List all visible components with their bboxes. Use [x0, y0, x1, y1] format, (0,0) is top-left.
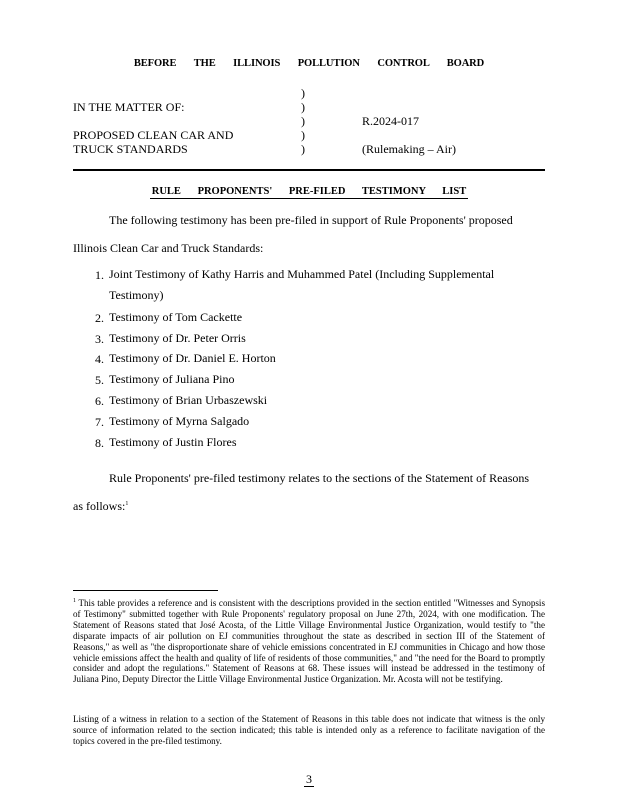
paren: ): [301, 86, 305, 100]
intro-line-1: The following testimony has been pre-filed in support of Rule Proponents' proposed: [109, 213, 513, 227]
paren: ): [301, 114, 305, 128]
intro-line-2: Illinois Clean Car and Truck Standards:: [73, 241, 264, 255]
list-text: Testimony of Dr. Daniel E. Horton: [109, 351, 276, 365]
docket-number: R.2024-017: [362, 114, 419, 128]
list-number: 2.: [95, 311, 104, 325]
list-number: 4.: [95, 352, 104, 366]
page-number-text: 3: [306, 772, 312, 786]
paren: ): [301, 128, 305, 142]
list-text: Testimony of Brian Urbaszewski: [109, 393, 268, 407]
caption-divider: [73, 169, 545, 171]
relates-line-1: Rule Proponents' pre-filed testimony relates to the sections of the Statement of Reasons: [109, 471, 530, 485]
paren: ): [301, 142, 305, 156]
list-number: 5.: [95, 373, 104, 387]
footnote-reference[interactable]: 1: [125, 501, 129, 507]
list-number: 7.: [95, 415, 104, 429]
relates-line-2-text: as follows:: [73, 499, 126, 513]
board-title: BEFORE THE ILLINOIS POLLUTION CONTROL BOARD: [133, 58, 485, 69]
page-number: [0, 772, 618, 787]
matter-line: IN THE MATTER OF:: [73, 100, 185, 114]
rulemaking-type: (Rulemaking – Air): [362, 142, 456, 156]
list-number: 3.: [95, 332, 104, 346]
list-text: Testimony of Justin Flores: [109, 435, 237, 449]
list-text: Joint Testimony of Kathy Harris and Muhammed Patel (Including Supplemental Testimony): [109, 267, 495, 302]
list-text: Testimony of Tom Cackette: [109, 310, 243, 324]
case-caption: [73, 86, 545, 160]
paren: ): [301, 100, 305, 114]
footnote-1: [73, 598, 545, 685]
section-heading: [0, 186, 618, 197]
proposal-line-1: PROPOSED CLEAN CAR AND: [73, 128, 234, 142]
list-text: Testimony of Dr. Peter Orris: [109, 331, 246, 345]
list-number: 1.: [95, 268, 104, 282]
footnote-2: Listing of a witness in relation to a section of the Statement of Reasons in this table does not indicate that witness is the only source of information related to the section indicated; this table is intended only as a reference to facilitate navigation of the topics covered in the pre-filed testimony.: [73, 714, 545, 746]
section-heading-text: RULE PROPONENTS' PRE-FILED TESTIMONY LIST: [151, 186, 467, 197]
footnote-marker: 1: [73, 597, 76, 604]
relates-line-2: [73, 499, 545, 514]
footnote-1-text: This table provides a reference and is consistent with the descriptions provided in the section entitled "Witnesses and Synopsis of Testimony" submitted together with Rule Proponents' regulatory proposal on June 27th, 2024, with one modification. The Statement of Reasons stated that José Acosta, of the Little Village Environmental Justice Organization, would testify to "the disparate impacts of air pollution on EJ communities throughout the state as described in section III of the Statement of Reasons," as well as "the disproportionate share of vehicle emissions concentrated in EJ communities in Chicago and how those vehicle emissions affect the health and quality of life of residents of those communities," and "the need for the Board to promptly consider and adopt the regulations." Statement of Reasons at 68. These issues will instead be addressed in the testimony of Juliana Pino, Deputy Director the Little Village Environmental Justice Organization. Mr. Acosta will not be testifying.: [73, 598, 545, 685]
list-text: Testimony of Juliana Pino: [109, 372, 235, 386]
list-number: 6.: [95, 394, 104, 408]
footnote-separator: [73, 590, 218, 591]
list-text: Testimony of Myrna Salgado: [109, 414, 250, 428]
proposal-line-2: TRUCK STANDARDS: [73, 142, 188, 156]
list-number: 8.: [95, 436, 104, 450]
